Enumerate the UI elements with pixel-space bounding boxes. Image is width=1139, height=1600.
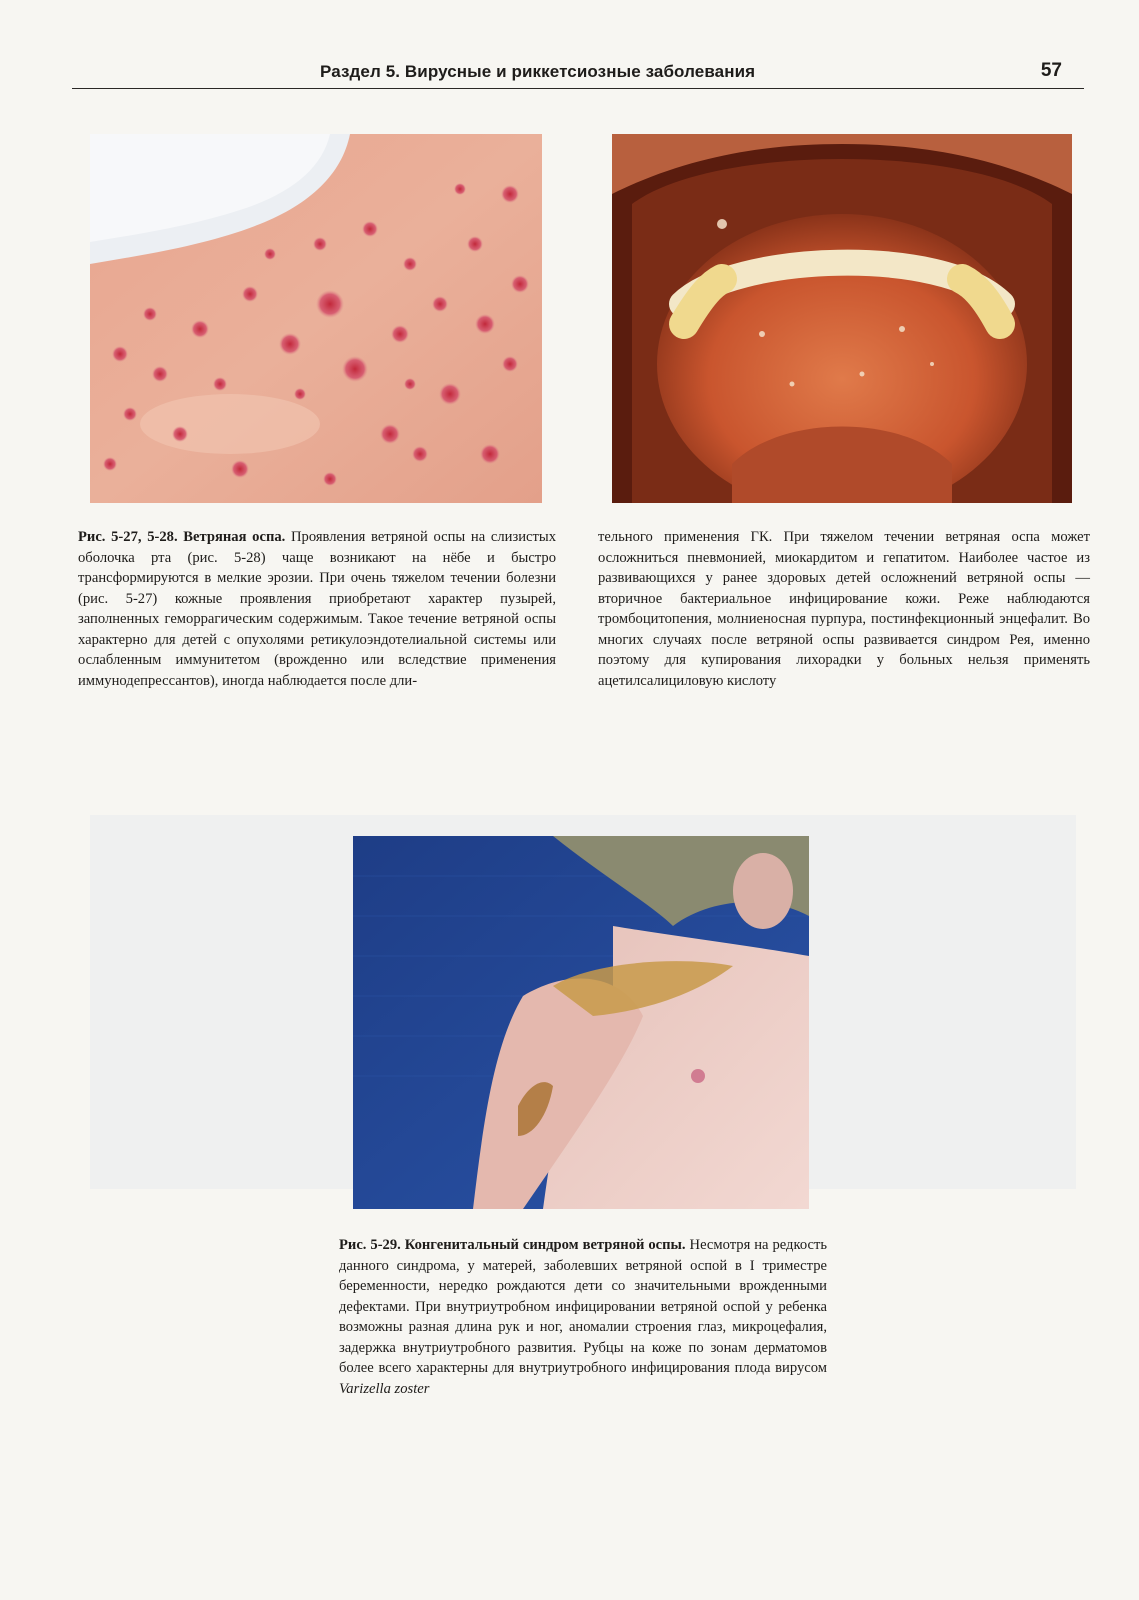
figure-5-27-photo: [90, 134, 542, 503]
running-header: [72, 58, 1084, 89]
virus-name: Varizella zoster: [339, 1380, 430, 1397]
caption-continuation: [598, 527, 1090, 691]
caption-text: Проявления ветряной оспы на слизистых оболочка рта (рис. 5-28) чаще возникают на нёбе и быстро трансформируются в мелкие эрозии. При очень тяжелом течении болезни (рис. 5-27) кожные проявления приобретают характер пузырей, заполненных геморрагическим содержимым. Такое течение ветряной оспы характерно для детей с опухолями ретикулоэндотелиальной системы или ослабленным иммунитетом (врожденно или вследствие применения иммунодепрессантов), иногда наблюдается после дли-: [78, 529, 556, 689]
caption-label: Рис. 5-29. Конгенитальный синдром ветряной оспы.: [339, 1237, 686, 1253]
caption-figure-5-27-5-28: [78, 527, 556, 691]
congenital-varicella-image: [353, 836, 809, 1209]
section-title: Раздел 5. Вирусные и риккетсиозные заболевания: [320, 62, 756, 81]
caption-text: тельного применения ГК. При тяжелом течении ветряная оспа может осложниться пневмонией, миокардитом и гепатитом. Наиболее частое из развивающихся у ранее здоровых детей осложнений ветряной оспы — вторичное бактериальное инфицирование кожи. Реже наблюдаются тромбоцитопения, молниеносная пурпура, постинфекционный энцефалит. Во многих случаях после ветряной оспы развивается синдром Рея, именно поэтому для купирования лихорадки у больных нельзя применять ацетилсалициловую кислоту: [598, 529, 1090, 689]
page-number: 57: [1040, 60, 1062, 81]
caption-figure-5-29: [339, 1235, 827, 1399]
figure-5-29-photo: [353, 836, 809, 1209]
caption-text: Несмотря на редкость данного синдрома, у матерей, заболевших ветряной оспой в I триместре беременности, нередко рождаются дети со значительными врожденными дефектами. При внутриутробном инфицировании ветряной оспой у ребенка возможны разная длина рук и ног, аномалии строения глаз, микроцефалия, задержка внутриутробного развития. Рубцы на коже по зонам дерматомов более всего характерны для внутриутробного инфицирования плода вирусом: [339, 1237, 827, 1376]
varicella-rash-image: [90, 134, 542, 503]
caption-label: Рис. 5-27, 5-28. Ветряная оспа.: [78, 529, 286, 545]
oral-cavity-image: [612, 134, 1072, 503]
figure-5-28-photo: [612, 134, 1072, 503]
